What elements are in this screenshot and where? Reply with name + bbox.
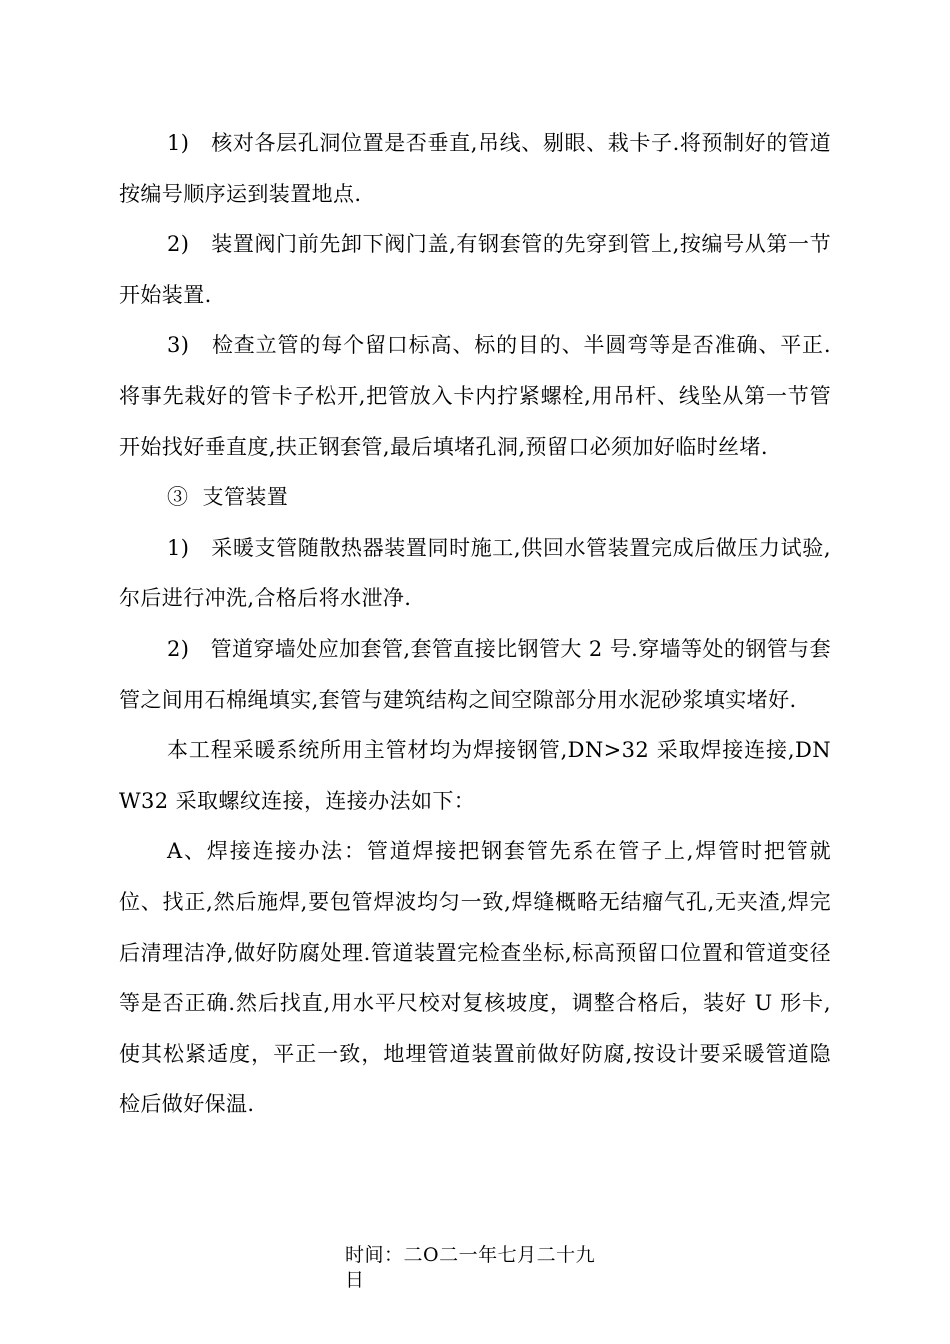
paragraph-step-1: 1) 核对各层孔洞位置是否垂直,吊线、剔眼、栽卡子.将预制好的管道按编号顺序运到装置地点. (119, 131, 831, 206)
paragraph-step-3: 3) 检查立管的每个留口标高、标的目的、半圆弯等是否准确、平正.将事先栽好的管卡子松开,把管放入卡内拧紧螺栓,用吊杆、线坠从第一节管开始找好垂直度,扶正钢套管,最后填堵孔洞,预留口必须加好临时丝堵. (119, 333, 831, 459)
section-heading-branch-pipe: ③ 支管装置 (167, 485, 289, 510)
paragraph-material: 本工程采暖系统所用主管材均为焊接钢管,DN>32 采取焊接连接,DNW32 采取螺纹连接，连接办法如下： (119, 738, 831, 813)
document-body (119, 118, 831, 1130)
paragraph-welding-method: A、焊接连接办法：管道焊接把钢套管先系在管子上,焊管时把管就位、找正,然后施焊,要包管焊波均匀一致,焊缝概略无结瘤气孔,无夹渣,焊完后清理洁净,做好防腐处理.管道装置完检查坐标,标高预留口位置和管道变径等是否正确.然后找直,用水平尺校对复核坡度，调整合格后，装好 U 形卡,使其松紧适度，平正一致，地埋管道装置前做好防腐,按设计要采暖管道隐检后做好保温. (119, 839, 831, 1117)
paragraph-step-2: 2) 装置阀门前先卸下阀门盖,有钢套管的先穿到管上,按编号从第一节开始装置. (119, 232, 831, 307)
paragraph-branch-2: 2) 管道穿墙处应加套管,套管直接比钢管大 2 号.穿墙等处的钢管与套管之间用石棉绳填实,套管与建筑结构之间空隙部分用水泥砂浆填实堵好. (119, 636, 831, 712)
footer-date: 时间：二O二一年七月二十九日 (345, 1244, 596, 1291)
paragraph-branch-1: 1) 采暖支管随散热器装置同时施工,供回水管装置完成后做压力试验,尔后进行冲洗,合格后将水泄净. (119, 535, 831, 611)
